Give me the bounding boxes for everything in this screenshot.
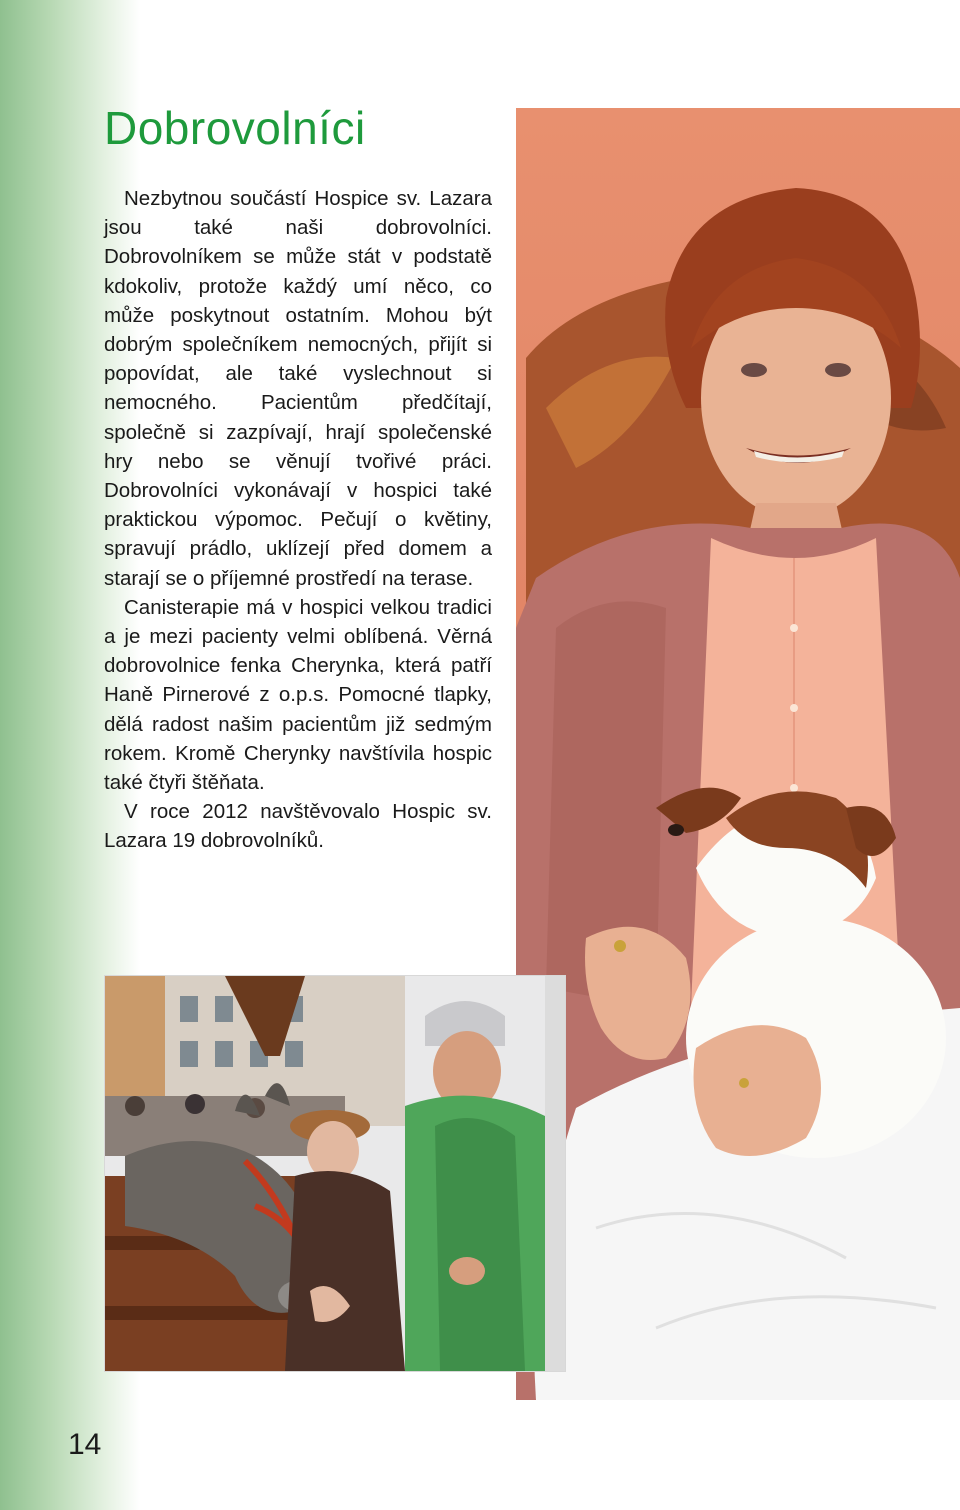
page-title: Dobrovolníci xyxy=(104,102,366,154)
paragraph-canistherapy: Canisterapie má v hospici velkou tradici a je mezi pacienty velmi oblíbená. Věrná dobrovolnice fenka Cherynka, která patří Haně Pirnerové z o.p.s. Pomocné tlapky, dělá radost našim pacientům již sedmým rokem. Kromě Cherynky navštívila hospic také čtyři štěňata. xyxy=(104,595,492,795)
page-number: 14 xyxy=(68,1428,102,1461)
paragraph-volunteers: Nezbytnou součástí Hospice sv. Lazara jsou také naši dobrovolníci. Dobrovolníkem se může stát v podstatě kdokoliv, protože každý umí něco, co může poskytnout ostatním. Mohou být dobrým společníkem nemocných, přijít si popovídat, ale také vyslechnout si nemocného. Pacientům předčítají, společně si zazpívají, hrají společenské hry nebo se věnují tvořivé práci. Dobrovolníci vykonávají v hospici také praktickou výpomoc. Pečují o květiny, spravují prádlo, uklízejí před domem a starají se o příjemné prostředí na terase. xyxy=(104,187,492,590)
article-body xyxy=(104,184,492,856)
photo-donkey-market xyxy=(104,975,566,1372)
paragraph-statistics: V roce 2012 navštěvovalo Hospic sv. Lazara 19 dobrovolníků. xyxy=(104,800,492,853)
photo-woman-with-dog xyxy=(516,108,960,1400)
